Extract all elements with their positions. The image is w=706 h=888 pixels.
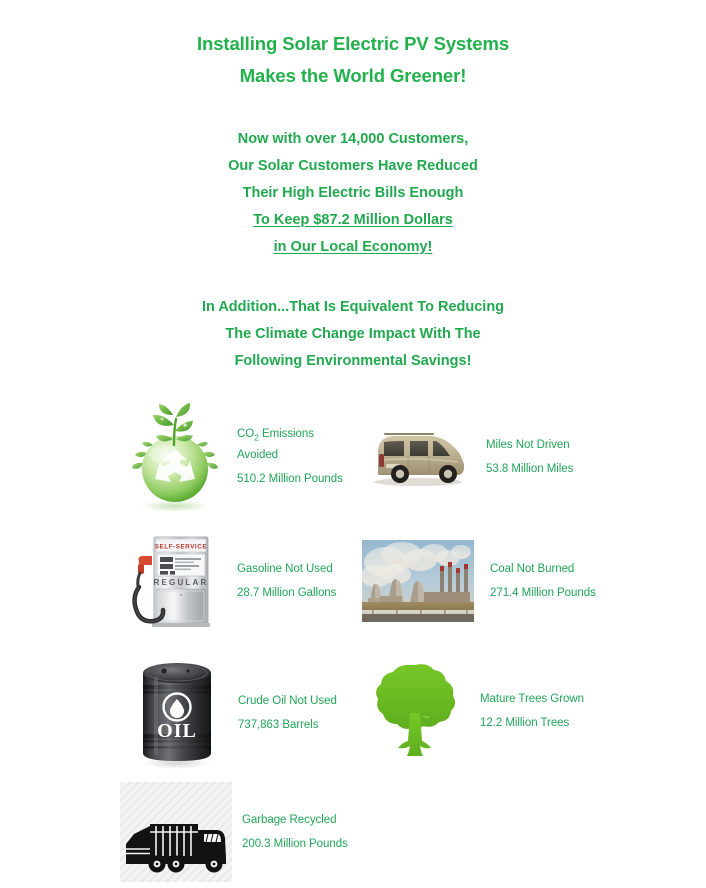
intro-paragraph [0, 126, 706, 261]
svg-text:OIL: OIL [157, 720, 197, 742]
stat-item-garbage-recycled [120, 780, 355, 884]
stat-value: 28.7 Million Gallons [237, 586, 337, 599]
tree-icon [366, 661, 464, 761]
gas-pump-icon [127, 531, 223, 631]
stat-item-miles-not-driven [366, 420, 596, 494]
stat-value: 12.2 Million Trees [480, 716, 570, 729]
stat-row [0, 778, 706, 888]
stat-item-gasoline-not-used [127, 528, 352, 634]
stat-label: Miles Not Driven [486, 438, 570, 451]
stat-row [0, 520, 706, 648]
stat-value: 737,863 Barrels [238, 718, 319, 731]
stat-item-coal-not-burned [362, 536, 596, 626]
stat-label: Mature Trees Grown [480, 692, 584, 705]
recycling-globe-plant-icon [127, 401, 223, 513]
intro-line-5: in Our Local Economy! [273, 239, 433, 255]
secondary-paragraph [0, 294, 706, 375]
secondary-line-2: The Climate Change Impact With The [225, 326, 481, 342]
intro-line-4: To Keep $87.2 Million Dollars [253, 212, 453, 228]
stat-value: 53.8 Million Miles [486, 462, 574, 475]
co2-subscript: 2 [254, 432, 259, 443]
stat-label: $CO_2$ Emissions Avoided [237, 428, 314, 461]
intro-line-2: Our Solar Customers Have Reduced [228, 158, 478, 174]
stat-label: Coal Not Burned [490, 562, 575, 575]
minivan-icon [366, 424, 470, 490]
stat-value: 200.3 Million Pounds [242, 837, 348, 850]
stat-row [0, 648, 706, 778]
svg-text:REGULAR: REGULAR [153, 578, 209, 587]
intro-line-1: Now with over 14,000 Customers, [237, 131, 469, 147]
garbage-truck-icon [120, 782, 232, 882]
svg-text:SELF-SERVICE: SELF-SERVICE [154, 543, 208, 551]
secondary-line-1: In Addition...That Is Equivalent To Reducing [201, 299, 505, 315]
headline-line-1: Installing Solar Electric PV Systems [196, 33, 510, 54]
stat-label: Crude Oil Not Used [238, 694, 337, 707]
page-title [0, 28, 706, 92]
environmental-savings-grid [0, 392, 706, 888]
stat-item-crude-oil-not-used [130, 654, 355, 772]
stat-value: 271.4 Million Pounds [490, 586, 596, 599]
secondary-line-3: Following Environmental Savings! [234, 353, 472, 369]
stat-label: Garbage Recycled [242, 813, 337, 826]
headline-line-2: Makes the World Greener! [239, 65, 467, 86]
stat-value: 510.2 Million Pounds [237, 472, 343, 485]
stat-item-mature-trees-grown [366, 656, 596, 766]
stat-item-co2-emissions [127, 398, 352, 516]
stat-row [0, 392, 706, 520]
oil-barrel-icon [130, 655, 224, 771]
intro-line-3: Their High Electric Bills Enough [242, 185, 464, 201]
coal-power-plant-icon [362, 540, 474, 622]
stat-label: Gasoline Not Used [237, 562, 333, 575]
